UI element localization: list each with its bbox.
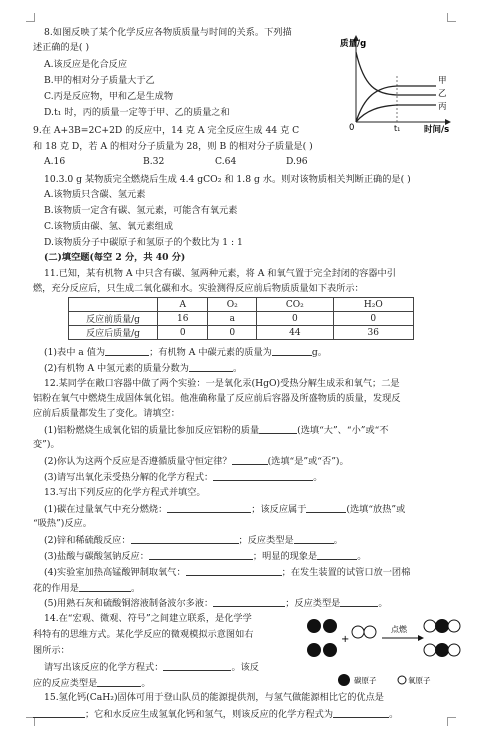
q14-sub: 请写出该反应的化学方程式： 。该反 bbox=[44, 662, 259, 673]
q12-sub3: (3)请写出氧化汞受热分解的化学方程式： 。 bbox=[44, 472, 323, 483]
q12-stem-cont: 铝粉在氧气中燃烧生成固体氧化铝。他准确称量了反应前后容器及所盛物质的质量，发现反 bbox=[33, 393, 401, 404]
q14-stem: 14.在“宏观、微观、符号”之间建立联系，是化学学 bbox=[44, 613, 252, 624]
table-cell: 16 bbox=[158, 312, 208, 326]
q13-sub4-cont: 花的作用是 。 bbox=[33, 583, 141, 594]
answer-blank[interactable] bbox=[340, 597, 378, 607]
q13-sub1: (1)碳在过量氧气中充分燃烧： ；该反应属于 (选填“放热”或 bbox=[44, 504, 406, 515]
answer-blank[interactable] bbox=[189, 362, 233, 372]
q14-stem-cont2: 图所示： bbox=[33, 645, 70, 656]
q11-stem: 11.已知，某有机物 A 中只含有碳、氢两种元素，将 A 和氧气置于完全封闭的容器中引 bbox=[44, 268, 396, 279]
mass-table bbox=[68, 297, 414, 340]
table-cell: 0 bbox=[158, 326, 208, 340]
answer-blank[interactable] bbox=[105, 346, 149, 356]
q10-option-c: C.该物质由碳、氢、氧元素组成 bbox=[44, 221, 174, 232]
table-cell: CO₂ bbox=[257, 298, 333, 312]
answer-blank[interactable] bbox=[333, 708, 389, 718]
q12-sub1-cont: 变”)。 bbox=[33, 439, 60, 450]
graph-t1: t₁ bbox=[394, 124, 401, 133]
table-header-row bbox=[69, 298, 414, 312]
q8-option-a: A.该反应是化合反应 bbox=[44, 59, 128, 70]
q11-sub2: (2)有机物 A 中氢元素的质量分数为 。 bbox=[44, 363, 243, 374]
crop-mark bbox=[447, 13, 456, 22]
table-cell: a bbox=[208, 312, 257, 326]
graph-origin: 0 bbox=[349, 123, 355, 133]
table-cell: O₂ bbox=[208, 298, 257, 312]
table-cell: 44 bbox=[257, 326, 333, 340]
answer-blank[interactable] bbox=[149, 550, 253, 560]
q8-stem: 8.如图反映了某个化学反应各物质质量与时间的关系。下列描 bbox=[44, 27, 292, 38]
q9-option-a: A.16 bbox=[44, 156, 66, 167]
q14-sub-cont: 应的反应类型是 。 bbox=[33, 678, 151, 689]
series-label-yi: 乙 bbox=[438, 89, 447, 99]
legend-oxygen: 氧原子 bbox=[408, 676, 431, 685]
answer-blank[interactable] bbox=[131, 534, 239, 544]
table-cell: 36 bbox=[333, 326, 413, 340]
answer-blank[interactable] bbox=[259, 424, 297, 434]
answer-blank[interactable] bbox=[186, 566, 282, 576]
answer-blank[interactable] bbox=[79, 582, 131, 592]
q10-stem: 10.3.0 g 某物质完全燃烧后生成 4.4 gCO₂ 和 1.8 g 水。则对该物质相关判断正确的是( ) bbox=[44, 174, 411, 185]
answer-blank[interactable] bbox=[97, 677, 141, 687]
q9-option-d: D.96 bbox=[286, 156, 308, 167]
q12-sub1: (1)铝粉燃烧生成氧化铝的质量比参加反应铝粉的质量 (选填“大”、“小”或“不 bbox=[44, 425, 389, 436]
q15-stem: 15.氢化钙(CaH₂)固体可用于登山队员的能源提供剂，与氢气做能源相比它的优点是 bbox=[44, 692, 384, 703]
q8-option-b: B.甲的相对分子质量大于乙 bbox=[44, 75, 155, 86]
answer-blank[interactable] bbox=[294, 534, 334, 544]
answer-blank[interactable] bbox=[213, 597, 285, 607]
q13-title: 13.写出下列反应的化学方程式并填空。 bbox=[44, 487, 206, 498]
svg-text:+: + bbox=[341, 634, 350, 645]
answer-blank[interactable] bbox=[213, 471, 313, 481]
q13-sub3: (3)盐酸与碳酸氢钠反应： ；明显的现象是 。 bbox=[44, 551, 367, 562]
table-row bbox=[69, 312, 414, 326]
section-heading: (二)填空题(每空 2 分，共 40 分) bbox=[44, 252, 186, 263]
q10-option-a: A.该物质只含碳、氢元素 bbox=[44, 189, 146, 200]
q14-stem-cont: 科特有的思维方式。某化学反应的微观模拟示意图如右 bbox=[33, 629, 254, 640]
table-cell: 0 bbox=[257, 312, 333, 326]
q10-option-d: D.该物质分子中碳原子和氢原子的个数比为 1 : 1 bbox=[44, 237, 243, 248]
q12-stem: 12.某同学在敞口容器中做了两个实验：一是氧化汞(HgO)受热分解生成汞和氧气；二是 bbox=[44, 378, 400, 389]
series-label-jia: 甲 bbox=[438, 76, 447, 86]
q9-stem-cont: 和 18 克 D，若 A 的相对分子质量为 28，则 B 的相对分子质量是( ) bbox=[33, 141, 313, 152]
q8-stem-cont: 述正确的是( ) bbox=[33, 42, 90, 53]
table-cell: 0 bbox=[333, 312, 413, 326]
answer-blank[interactable] bbox=[317, 550, 357, 560]
crop-mark bbox=[26, 13, 35, 22]
q11-stem-cont: 燃，充分反应后，只生成二氧化碳和水。实验测得反应前后物质质量如下表所示： bbox=[33, 283, 364, 294]
answer-blank[interactable] bbox=[33, 708, 85, 718]
q8-option-d: D.t₁ 时，丙的质量一定等于甲、乙的质量之和 bbox=[44, 107, 230, 118]
answer-blank[interactable] bbox=[272, 346, 312, 356]
q9-option-b: B.32 bbox=[143, 156, 165, 167]
legend-carbon: 碳原子 bbox=[354, 676, 377, 685]
answer-blank[interactable] bbox=[167, 503, 251, 513]
table-row bbox=[69, 326, 414, 340]
crop-mark bbox=[447, 717, 456, 726]
answer-blank[interactable] bbox=[306, 503, 346, 513]
table-cell: A bbox=[158, 298, 208, 312]
graph-ylabel: 质量/g bbox=[340, 39, 367, 49]
table-cell: 反应后质量/g bbox=[69, 326, 158, 340]
q8-option-c: C.丙是反应物，甲和乙是生成物 bbox=[44, 91, 174, 102]
q15-stem-cont: ；它和水反应生成氢氧化钙和氢气，则该反应的化学方程式为 。 bbox=[33, 708, 398, 721]
table-cell: 0 bbox=[208, 326, 257, 340]
table-cell: 反应前质量/g bbox=[69, 312, 158, 326]
q10-option-b: B.该物质一定含有碳、氢元素，可能含有氧元素 bbox=[44, 205, 238, 216]
q9-stem: 9.在 A+3B=2C+2D 的反应中，14 克 A 完全反应生成 44 克 C bbox=[33, 125, 300, 136]
q9-option-c: C.64 bbox=[215, 156, 237, 167]
q13-sub2: (2)锌和稀硫酸反应： ；反应类型是 。 bbox=[44, 535, 343, 546]
series-label-bing: 丙 bbox=[438, 102, 447, 112]
q13-sub1-cont: “吸热”)反应。 bbox=[33, 518, 92, 529]
arrow-label: 点燃 bbox=[391, 625, 407, 634]
table-cell bbox=[69, 298, 158, 312]
q12-sub2: (2)你认为这两个反应是否遵循质量守恒定律？ (选填“是”或“否”)。 bbox=[44, 456, 349, 467]
q12-stem-cont2: 应前后质量都发生了变化。请填空： bbox=[33, 408, 180, 419]
graph-xlabel: 时间/s bbox=[424, 125, 450, 135]
answer-blank[interactable] bbox=[232, 455, 268, 465]
q13-sub4: (4)实验室加热高锰酸钾制取氧气： ；在发生装置的试管口放一团棉 bbox=[44, 567, 411, 578]
q13-sub5: (5)用熟石灰和硫酸铜溶液制备波尔多液： ；反应类型是 。 bbox=[44, 598, 388, 609]
table-cell: H₂O bbox=[333, 298, 413, 312]
q11-sub1: (1)表中 a 值为 ；有机物 A 中碳元素的质量为 g。 bbox=[44, 347, 327, 358]
mass-time-graph bbox=[336, 32, 456, 137]
answer-blank[interactable] bbox=[163, 661, 231, 671]
